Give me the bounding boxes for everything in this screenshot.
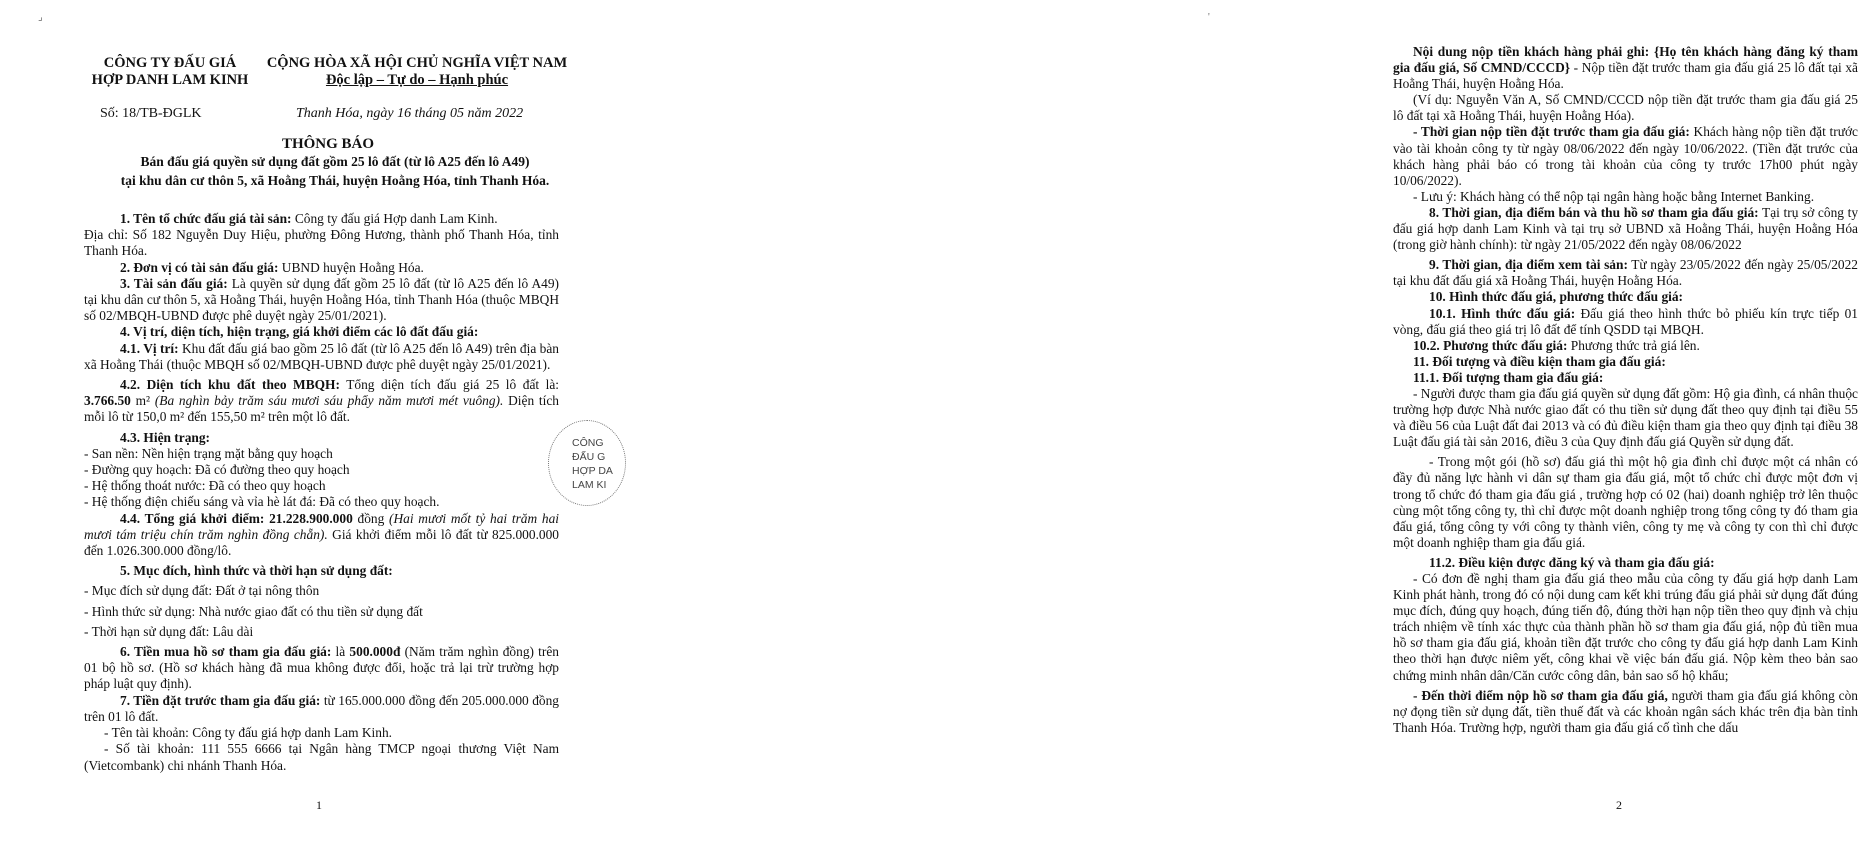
- page-2-body: [1393, 44, 1858, 736]
- scan-mark: ': [1208, 12, 1210, 23]
- section-6: [84, 644, 559, 693]
- section-4-4: [84, 511, 559, 560]
- area-in-words: (Ba nghìn bảy trăm sáu mươi sáu phẩy năm mươi mét vuông).: [154, 393, 504, 409]
- dossier-fee: 500.000đ: [349, 644, 401, 660]
- section-10-1: [1393, 306, 1858, 338]
- section-heading: 11.2. Điều kiện được đăng ký và tham gia đấu giá:: [1429, 554, 1715, 570]
- section-9: [1393, 257, 1858, 289]
- section-text: Công ty đấu giá Hợp danh Lam Kinh.: [291, 211, 498, 226]
- company-seal-stamp: [548, 420, 628, 508]
- seal-line: ĐẤU G: [572, 451, 606, 463]
- list-item: - Tên tài khoản: Công ty đấu giá hợp danh Lam Kinh.: [104, 725, 392, 741]
- section-heading: 1. Tên tổ chức đấu giá tài sản:: [120, 211, 292, 226]
- list-item: - Đường quy hoạch: Đã có đường theo quy hoạch: [84, 462, 350, 478]
- section-11-1-para-1: - Người được tham gia đấu giá quyền sử dụng đất gồm: Hộ gia đình, cá nhân thuộc trường hợp được Nhà nước giao đất có thu tiền sử dụng đất theo quy định tại điều 55 và điều 56 của Luật đất đai 2013 và có đủ điều kiện tham gia theo quy định tại điều 38 Luật đấu giá tài sản 2016, điều 3 của Quy định đấu giá Quyền sử dụng đất.: [1393, 385, 1858, 450]
- section-11-2-para-1: - Có đơn đề nghị tham gia đấu giá theo mẫu của công ty đấu giá hợp danh Lam Kinh phát hành, trong đó có nội dung cam kết khi trúng đấu giá phải sử dụng đất đúng mục đích, đúng quy hoạch, đúng tiến độ, đúng thời hạn nộp tiền theo quy định và chịu trách nhiệm về tính xác thực của thành phần hồ sơ tham gia đấu giá, nộp đủ tiền mua hồ sơ tham gia đấu giá, khoản tiền đặt trước cho công ty đấu giá hợp danh Lam Kinh theo thời hạn được niêm yết, công khai về việc bán đấu giá. Nộp kèm theo bản sao chứng minh nhân dân/Căn cước công dân, bản sao sổ hộ khẩu;: [1393, 571, 1858, 683]
- section-4-heading: [84, 324, 559, 340]
- national-header: [262, 55, 572, 89]
- total-starting-price: 21.228.900.000: [264, 510, 353, 526]
- section-5-heading: [84, 563, 559, 579]
- section-heading: 9. Thời gian, địa điểm xem tài sản:: [1429, 257, 1628, 273]
- page-2: [640, 0, 1858, 856]
- section-heading: 10.1. Hình thức đấu giá:: [1429, 305, 1576, 321]
- section-8: [1393, 205, 1858, 253]
- country-name: CỘNG HÒA XÃ HỘI CHỦ NGHĨA VIỆT NAM: [266, 55, 568, 71]
- subtitle-line-2: tại khu dân cư thôn 5, xã Hoằng Thái, huyện Hoằng Hóa, tỉnh Thanh Hóa.: [120, 173, 550, 188]
- section-heading: 3. Tài sản đấu giá:: [120, 275, 228, 291]
- list-item: - Hệ thống thoát nước: Đã có theo quy hoạch: [84, 478, 326, 494]
- section-1: [84, 211, 559, 227]
- list-item: - Thời hạn sử dụng đất: Lâu dài: [84, 623, 254, 639]
- payment-note: [1393, 44, 1858, 92]
- section-text: Tại trụ sở công ty đấu giá hợp danh Lam Kinh và tại trụ sở UBND xã Hoằng Thái, huyện Hoằng Hóa (trong giờ hành chính): từ ngày 21/05/2022 đến ngày 08/06/2022: [1393, 204, 1858, 253]
- section-text: (Năm trăm nghìn đồng) trên 01 bộ hồ sơ. (Hồ sơ khách hàng đã mua không được đổi, hoặc trả lại trừ trường hợp pháp luật quy định).: [84, 644, 560, 692]
- section-text: Là quyền sử dụng đất gồm 25 lô đất (từ lô A25 đến lô A49) tại khu dân cư thôn 5, xã Hoằng Thái, huyện Hoằng Hóa, tỉnh Thanh Hóa (thuộc MBQH số 02/MBQH-UBND được phê duyệt ngày 25/01/2021).: [84, 275, 559, 324]
- section-text: Từ ngày 23/05/2022 đến ngày 25/05/2022 tại khu đất đấu giá xã Hoằng Thái, huyện Hoằng Hóa.: [1393, 257, 1858, 289]
- list-item: - Hệ thống điện chiếu sáng và vỉa hè lát đá: Đã có theo quy hoạch.: [84, 494, 440, 510]
- list-item: - San nền: Nền hiện trạng mặt bằng quy hoạch: [84, 445, 333, 461]
- section-heading: 2. Đơn vị có tài sản đấu giá:: [120, 259, 279, 275]
- price-unit: đồng: [352, 510, 390, 526]
- page-1: [0, 0, 640, 856]
- section-2: [84, 260, 559, 276]
- section-heading: 8. Thời gian, địa điểm bán và thu hồ sơ tham gia đấu giá:: [1429, 204, 1759, 220]
- section-10-2: [1393, 338, 1858, 354]
- reference-number: Số: 18/TB-ĐGLK: [100, 106, 202, 121]
- country-motto: Độc lập – Tự do – Hạnh phúc: [325, 72, 509, 88]
- page-number: 2: [1616, 798, 1622, 812]
- org-line-1: CÔNG TY ĐẤU GIÁ: [103, 55, 237, 71]
- section-4-3-heading: [84, 430, 559, 446]
- organization-header: [80, 55, 260, 89]
- page-1-body: [84, 211, 559, 774]
- section-heading: 7. Tiền đặt trước tham gia đấu giá:: [120, 692, 321, 708]
- section-text: Khu đất đấu giá bao gồm 25 lô đất (từ lô A25 đến lô A49) trên địa bàn xã Hoằng Thái (thuộc MBQH số 02/MBQH-UBND được phê duyệt ngày 25/01/2021).: [84, 340, 559, 372]
- date-line: Thanh Hóa, ngày 16 tháng 05 năm 2022: [296, 106, 524, 121]
- section-heading: 11. Đối tượng và điều kiện tham gia đấu giá:: [1413, 353, 1666, 369]
- section-text: Tổng diện tích đấu giá 25 lô đất là:: [339, 377, 560, 393]
- list-item: - Số tài khoản: 111 555 6666 tại Ngân hàng TMCP ngoại thương Việt Nam (Vietcombank) chi nhánh Thanh Hóa.: [84, 741, 559, 773]
- section-heading: - Thời gian nộp tiền đặt trước tham gia đấu giá:: [1413, 124, 1690, 140]
- section-11-heading: [1393, 354, 1858, 370]
- section-4-2: [84, 377, 559, 426]
- section-heading: 10. Hình thức đấu giá, phương thức đấu giá:: [1429, 289, 1684, 305]
- section-heading: 4.1. Vị trí:: [120, 340, 179, 356]
- area-unit: m²: [130, 393, 155, 409]
- section-text: Đấu giá theo hình thức bỏ phiếu kín trực tiếp 01 vòng, đấu giá theo giá trị lô đất để tính QSDD tại MBQH.: [1393, 305, 1858, 337]
- section-text: là: [331, 644, 350, 660]
- seal-text: [572, 436, 613, 492]
- section-heading: - Đến thời điểm nộp hồ sơ tham gia đấu giá,: [1413, 687, 1668, 703]
- section-heading: 4.2. Diện tích khu đất theo MBQH:: [120, 377, 340, 393]
- section-text: Diện tích mỗi lô từ 150,0 m² đến 155,50 m² trên một lô đất.: [84, 393, 559, 425]
- section-10-heading: [1393, 289, 1858, 305]
- section-7: [84, 693, 559, 725]
- banking-note: - Lưu ý: Khách hàng có thể nộp tại ngân hàng hoặc bằng Internet Banking.: [1413, 188, 1815, 204]
- section-text: - Nộp tiền đặt trước tham gia đấu giá 25 lô đất tại xã Hoằng Thái, huyện Hoằng Hóa.: [1393, 60, 1858, 92]
- section-text: UBND huyện Hoằng Hóa.: [278, 259, 424, 275]
- deposit-time: [1393, 124, 1858, 188]
- list-item: - Mục đích sử dụng đất: Đất ở tại nông thôn: [84, 583, 320, 599]
- section-4-1: [84, 341, 559, 373]
- subtitle-line-1: Bán đấu giá quyền sử dụng đất gồm 25 lô đất (từ lô A25 đến lô A49): [140, 154, 530, 169]
- document-subtitle: [85, 152, 585, 190]
- section-text: Khách hàng nộp tiền đặt trước vào tài khoản công ty từ ngày 08/06/2022 đến ngày 10/06/2022. (Tiền đặt trước của khách hàng phải báo có trong tài khoản của công ty trước 17h00 phút ngày 10/06/2022).: [1393, 124, 1858, 188]
- scan-mark: ⌟: [38, 12, 43, 23]
- document-title: THÔNG BÁO: [281, 136, 375, 152]
- section-heading: 10.2. Phương thức đấu giá:: [1413, 337, 1568, 353]
- section-heading: 4.4. Tổng giá khởi điểm:: [120, 510, 265, 526]
- section-11-1-para-2: - Trong một gói (hồ sơ) đấu giá thì một hộ gia đình chỉ được một cá nhân có đầy đủ năng lực hành vi dân sự tham gia đấu giá, một tổ chức chỉ được một đơn vị trong tổ chức đó tham gia đấu giá , trường hợp có 02 (hai) doanh nghiệp trở lên thuộc cùng một tổng công ty, thì chỉ được một doanh nghiệp trong tổng công ty đó tham gia đấu giá, tổng công ty với công ty thành viên, công ty mẹ và công ty con thì chỉ được một doanh nghiệp tham gia đấu giá.: [1393, 454, 1858, 550]
- seal-line: HỢP DA: [572, 465, 613, 477]
- section-11-2-para-2: [1393, 688, 1858, 736]
- section-3: [84, 276, 559, 325]
- section-text: người tham gia đấu giá không còn nợ đọng tiền sử dụng đất, tiền thuế đất và các khoản ngân sách khác trên địa bàn tỉnh Thanh Hóa. Trường hợp, người tham gia đấu giá cố tình che dấu: [1393, 687, 1858, 735]
- list-item: - Hình thức sử dụng: Nhà nước giao đất có thu tiền sử dụng đất: [84, 603, 423, 619]
- price-in-words: (Hai mươi mốt tỷ hai trăm hai mươi tám triệu chín trăm nghìn đồng chẵn).: [84, 510, 559, 542]
- section-11-2-heading: [1393, 555, 1858, 571]
- section-heading: Nội dung nộp tiền khách hàng phải ghi: {Họ tên khách hàng đăng ký tham gia đấu giá, Số CMND/CCCD}: [1393, 44, 1858, 76]
- section-11-1-heading: [1393, 370, 1858, 386]
- seal-line: LAM KI: [572, 479, 607, 491]
- section-text: từ 165.000.000 đồng đến 205.000.000 đồng trên 01 lô đất.: [84, 692, 559, 724]
- section-heading: 5. Mục đích, hình thức và thời hạn sử dụng đất:: [120, 563, 393, 579]
- section-text: Phương thức trả giá lên.: [1567, 337, 1700, 353]
- section-heading: 4. Vị trí, diện tích, hiện trạng, giá khởi điểm các lô đất đấu giá:: [120, 324, 479, 340]
- seal-line: CÔNG: [572, 437, 604, 449]
- section-heading: 4.3. Hiện trạng:: [120, 429, 211, 445]
- total-area: 3.766.50: [84, 393, 131, 409]
- section-1-address: Địa chỉ: Số 182 Nguyễn Duy Hiệu, phường Đông Hương, thành phố Thanh Hóa, tỉnh Thanh Hóa.: [84, 227, 559, 259]
- page-number: 1: [316, 798, 322, 812]
- section-heading: 6. Tiền mua hồ sơ tham gia đấu giá:: [120, 644, 332, 660]
- section-text: Giá khởi điểm mỗi lô đất từ 825.000.000 đến 1.026.300.000 đồng/lô.: [84, 526, 560, 559]
- payment-example: (Ví dụ: Nguyễn Văn A, Số CMND/CCCD nộp tiền đặt trước tham gia đấu giá 25 lô đất tại xã Hoằng Thái, huyện Hoằng Hóa).: [1393, 92, 1858, 124]
- section-heading: 11.1. Đối tượng tham gia đấu giá:: [1413, 369, 1604, 385]
- org-line-2: HỢP DANH LAM KINH: [91, 72, 249, 88]
